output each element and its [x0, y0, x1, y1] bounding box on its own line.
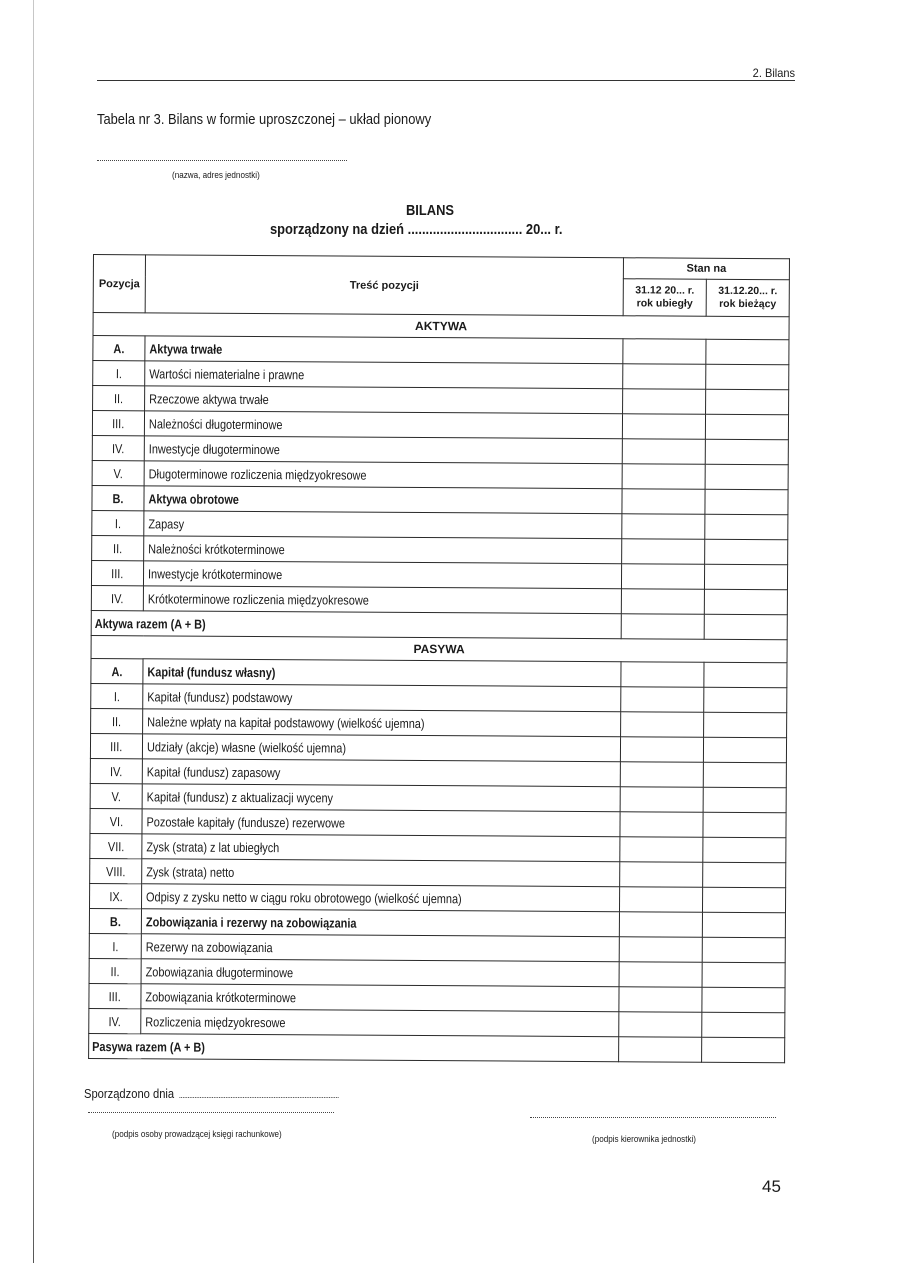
row-number: [91, 708, 143, 733]
row-label-text: Udziały (akcje) własne (wielkość ujemna): [146, 738, 347, 756]
pasywa-total-current-year[interactable]: [702, 1037, 785, 1063]
row-label: [142, 859, 620, 887]
prepared-date-label: Sporządzono dnia: [84, 1086, 175, 1101]
row-label-text: Zobowiązania i rezerwy na zobowiązania: [145, 913, 357, 931]
header-previous-year: [623, 279, 706, 317]
value-previous-year[interactable]: [619, 937, 702, 963]
row-number: [92, 435, 144, 460]
value-previous-year[interactable]: [619, 1012, 702, 1038]
running-head: 2. Bilans: [752, 66, 795, 80]
aktywa-total-current-year[interactable]: [704, 614, 787, 640]
row-label: [142, 809, 620, 837]
row-label: [141, 984, 619, 1012]
row-label-text: Inwestycje długoterminowe: [148, 440, 280, 457]
row-label: [142, 834, 620, 862]
row-number-text: III.: [110, 738, 123, 754]
pasywa-total-text: Pasywa razem (A + B): [92, 1038, 206, 1055]
row-label-text: Pozostałe kapitały (fundusze) rezerwowe: [146, 813, 346, 831]
section-pasywa: PASYWA: [91, 635, 787, 662]
row-number: [90, 808, 142, 833]
value-current-year[interactable]: [706, 389, 789, 415]
row-label: [141, 959, 619, 987]
manager-signature-field[interactable]: [530, 1117, 776, 1118]
row-label-text: Zysk (strata) netto: [146, 863, 235, 880]
row-label-text: Kapitał (fundusz) zapasowy: [146, 763, 281, 780]
row-label-text: Krótkoterminowe rozliczenia międzyokresowe: [147, 590, 369, 608]
row-label: [143, 561, 621, 589]
row-label: [142, 759, 620, 787]
value-previous-year[interactable]: [619, 912, 702, 938]
value-current-year[interactable]: [706, 364, 789, 390]
balance-date-line: sporządzony na dzień ................................ 20... r.: [270, 221, 563, 238]
aktywa-total-previous-year[interactable]: [621, 614, 704, 640]
row-number-text: IV.: [112, 440, 125, 456]
row-label-text: Rezerwy na zobowiązania: [145, 938, 273, 955]
value-current-year[interactable]: [704, 687, 787, 713]
row-number-text: I.: [112, 938, 119, 954]
row-label-text: Rozliczenia międzyokresowe: [145, 1013, 286, 1030]
value-current-year[interactable]: [704, 712, 787, 738]
row-number: [90, 833, 142, 858]
value-current-year[interactable]: [704, 589, 787, 615]
row-number-text: B.: [112, 490, 124, 506]
row-number-text: I.: [114, 515, 121, 531]
value-previous-year[interactable]: [619, 987, 702, 1013]
value-previous-year[interactable]: [620, 762, 703, 788]
value-previous-year[interactable]: [622, 514, 705, 540]
page-binding-edge: [33, 0, 34, 1263]
prepared-date: [84, 1086, 338, 1101]
row-label: [142, 884, 620, 912]
header-pozycja: Pozycja: [93, 255, 145, 313]
row-label: [145, 336, 623, 364]
row-number: [89, 933, 141, 958]
row-label: [142, 784, 620, 812]
row-label: [145, 386, 623, 414]
row-number: [93, 361, 145, 386]
accountant-signature-field[interactable]: [88, 1112, 334, 1113]
row-label-text: Długoterminowe rozliczenia międzyokresowe: [148, 465, 367, 483]
row-label: [143, 709, 621, 737]
row-number-text: I.: [113, 688, 120, 704]
row-label: [143, 684, 621, 712]
row-number-text: VII.: [107, 838, 125, 854]
row-number: [90, 783, 142, 808]
row-label-text: Kapitał (fundusz) z aktualizacji wyceny: [146, 788, 334, 805]
row-label-text: Zysk (strata) z lat ubiegłych: [146, 838, 280, 855]
row-label: [144, 486, 622, 514]
value-current-year[interactable]: [705, 539, 788, 565]
value-previous-year[interactable]: [621, 589, 704, 615]
value-current-year[interactable]: [703, 762, 786, 788]
row-number: [89, 958, 141, 983]
row-label: [145, 361, 623, 389]
row-number: [90, 883, 142, 908]
row-label: [143, 659, 621, 687]
row-number-text: A.: [111, 663, 123, 679]
row-label: [142, 734, 620, 762]
header-previous-date: 31.12 20... r.: [635, 284, 695, 297]
row-label-text: Należności długoterminowe: [148, 415, 283, 432]
value-current-year[interactable]: [706, 339, 789, 365]
value-current-year[interactable]: [702, 962, 785, 988]
header-previous-label: rok ubiegły: [636, 297, 693, 310]
row-number: [92, 535, 144, 560]
row-number: [89, 1008, 141, 1033]
value-previous-year[interactable]: [619, 962, 702, 988]
row-number: [92, 510, 144, 535]
value-previous-year[interactable]: [620, 837, 703, 863]
pasywa-total-label: [89, 1033, 619, 1061]
value-current-year[interactable]: [705, 414, 788, 440]
value-current-year[interactable]: [703, 837, 786, 863]
value-current-year[interactable]: [703, 862, 786, 888]
pasywa-total-previous-year[interactable]: [619, 1037, 702, 1063]
row-number-text: II.: [113, 540, 123, 556]
row-number-text: V.: [113, 465, 123, 481]
value-current-year[interactable]: [702, 987, 785, 1013]
section-aktywa: AKTYWA: [93, 313, 789, 340]
row-number: [92, 411, 144, 436]
row-number-text: III.: [112, 415, 125, 431]
row-number: [93, 386, 145, 411]
row-label-text: Aktywa trwałe: [149, 340, 223, 357]
prepared-date-field[interactable]: [179, 1097, 338, 1098]
value-current-year[interactable]: [702, 1012, 785, 1038]
value-previous-year[interactable]: [621, 564, 704, 590]
value-previous-year[interactable]: [620, 862, 703, 888]
row-number-text: IX.: [108, 888, 123, 904]
pasywa-total: [89, 1033, 785, 1062]
table-title: Tabela nr 3. Bilans w formie uproszczonej – układ pionowy: [97, 111, 432, 128]
row-number: [92, 485, 144, 510]
balance-sheet: [88, 254, 790, 1063]
value-current-year[interactable]: [705, 464, 788, 490]
value-previous-year[interactable]: [622, 439, 705, 465]
value-current-year[interactable]: [705, 514, 788, 540]
row-number-text: V.: [111, 788, 121, 804]
row-number-text: VI.: [109, 813, 123, 829]
row-label-text: Zobowiązania krótkoterminowe: [145, 988, 297, 1005]
row-number: [93, 336, 145, 361]
row-number: [90, 858, 142, 883]
aktywa-total-label: [91, 610, 621, 638]
row-number-text: IV.: [110, 763, 123, 779]
row-number-text: B.: [109, 913, 121, 929]
entity-name-label: (nazwa, adres jednostki): [172, 170, 260, 180]
row-label-text: Należności krótkoterminowe: [148, 540, 285, 557]
row-label-text: Należne wpłaty na kapitał podstawowy (wielkość ujemna): [147, 713, 425, 731]
accountant-signature-label: (podpis osoby prowadzącej księgi rachunkowe): [112, 1129, 282, 1139]
row-number: [91, 560, 143, 585]
row-number: [92, 460, 144, 485]
row-number: [90, 733, 142, 758]
row-number-text: II.: [110, 963, 120, 979]
row-number-text: II.: [112, 713, 122, 729]
row-label: [141, 934, 619, 962]
row-number: [89, 983, 141, 1008]
value-current-year[interactable]: [704, 564, 787, 590]
value-current-year[interactable]: [702, 887, 785, 913]
row-label-text: Kapitał (fundusz własny): [147, 663, 276, 680]
row-label-text: Kapitał (fundusz) podstawowy: [147, 688, 293, 705]
row-label-text: Wartości niematerialne i prawne: [149, 365, 305, 382]
value-current-year[interactable]: [703, 812, 786, 838]
header-rule: [97, 80, 795, 81]
value-previous-year[interactable]: [621, 712, 704, 738]
value-previous-year[interactable]: [619, 887, 702, 913]
value-current-year[interactable]: [704, 662, 787, 688]
row-number-text: I.: [115, 365, 122, 381]
value-previous-year[interactable]: [622, 489, 705, 515]
value-previous-year[interactable]: [623, 389, 706, 415]
row-number-text: III.: [111, 565, 124, 581]
value-current-year[interactable]: [705, 489, 788, 515]
row-label: [144, 461, 622, 489]
value-previous-year[interactable]: [623, 339, 706, 365]
row-number-text: A.: [113, 340, 125, 356]
entity-name-field[interactable]: [97, 150, 347, 161]
row-label: [144, 536, 622, 564]
row-number-text: IV.: [108, 1013, 122, 1029]
value-current-year[interactable]: [702, 937, 785, 963]
row-label-text: Odpisy z zysku netto w ciągu roku obrotowego (wielkość ujemna): [146, 888, 462, 906]
row-number: [89, 908, 141, 933]
aktywa-total-text: Aktywa razem (A + B): [94, 615, 206, 632]
header-current-year: [706, 279, 789, 317]
value-previous-year[interactable]: [623, 364, 706, 390]
balance-table: [88, 254, 790, 1063]
row-label-text: Zobowiązania długoterminowe: [145, 963, 294, 980]
row-number: [90, 758, 142, 783]
row-number: [91, 658, 143, 683]
page-number: 45: [762, 1177, 781, 1196]
row-label-text: Rzeczowe aktywa trwałe: [149, 390, 269, 407]
row-label-text: Inwestycje krótkoterminowe: [148, 565, 283, 582]
row-label: [141, 909, 619, 937]
value-previous-year[interactable]: [622, 464, 705, 490]
value-previous-year[interactable]: [622, 414, 705, 440]
value-previous-year[interactable]: [621, 662, 704, 688]
row-label: [144, 411, 622, 439]
row-number-text: II.: [114, 390, 124, 406]
row-label-text: Zapasy: [148, 515, 185, 532]
row-label: [144, 511, 622, 539]
row-number-text: VIII.: [105, 863, 126, 879]
manager-signature-label: (podpis kierownika jednostki): [592, 1134, 697, 1144]
row-number: [91, 585, 143, 610]
row-label: [144, 436, 622, 464]
row-number-text: III.: [108, 988, 122, 1004]
row-label: [143, 586, 621, 614]
header-tresc: Treść pozycji: [145, 255, 623, 316]
value-current-year[interactable]: [702, 912, 785, 938]
header-stan-na: Stan na: [623, 258, 789, 280]
header-current-date: 31.12.20... r.: [718, 284, 778, 298]
bilans-title: BILANS: [405, 202, 455, 219]
value-current-year[interactable]: [703, 737, 786, 763]
header-current-label: rok bieżący: [719, 297, 777, 311]
value-previous-year[interactable]: [620, 812, 703, 838]
value-previous-year[interactable]: [620, 737, 703, 763]
value-current-year[interactable]: [705, 439, 788, 465]
value-previous-year[interactable]: [621, 687, 704, 713]
value-current-year[interactable]: [703, 787, 786, 813]
value-previous-year[interactable]: [622, 539, 705, 565]
row-label-text: Aktywa obrotowe: [148, 490, 239, 507]
row-number: [91, 683, 143, 708]
row-label: [141, 1009, 619, 1037]
row-number-text: IV.: [111, 590, 124, 606]
value-previous-year[interactable]: [620, 787, 703, 813]
